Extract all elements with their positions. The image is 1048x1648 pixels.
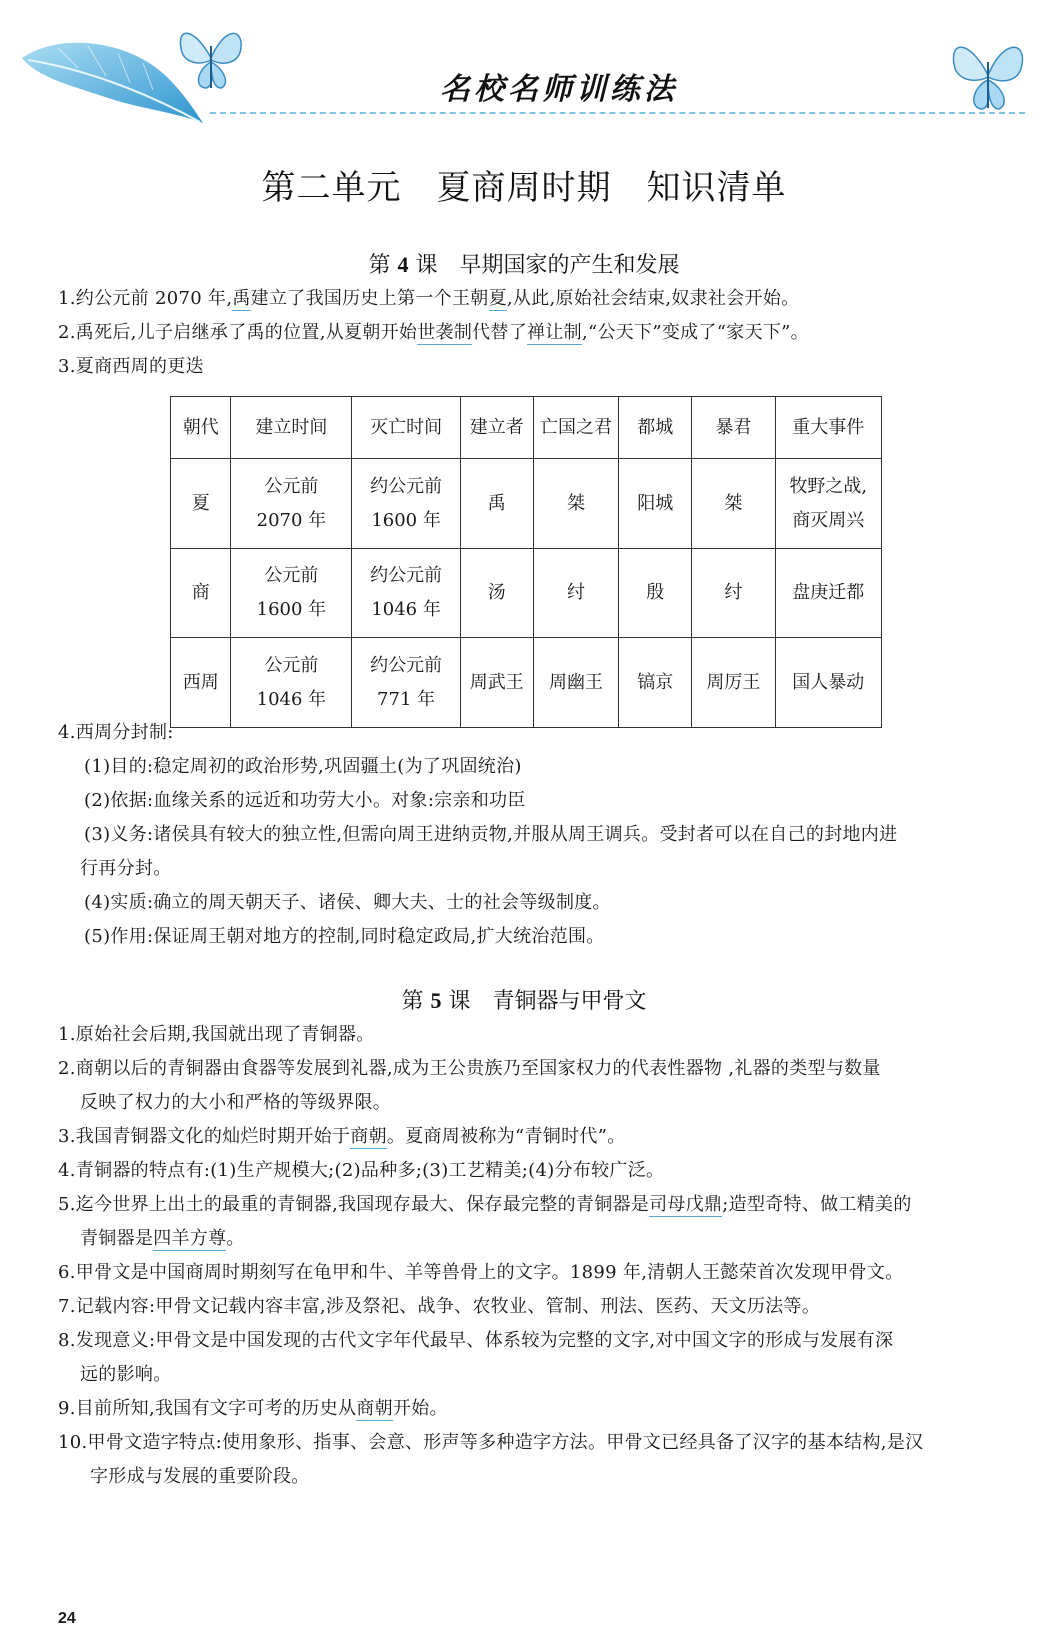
lesson-title-text: 课 早期国家的产生和发展 xyxy=(415,253,680,278)
list-item: 3.我国青铜器文化的灿烂时期开始于商朝。夏商周被称为“青铜时代”。 xyxy=(58,1126,626,1147)
dynasty-table xyxy=(170,396,882,728)
butterfly-icon xyxy=(948,30,1028,120)
table-cell: 盘庚迁都 xyxy=(775,548,881,638)
table-header: 灭亡时间 xyxy=(352,397,460,459)
list-item: 远的影响。 xyxy=(80,1364,172,1385)
answer-underline: 世袭制 xyxy=(417,322,473,343)
lesson-title-text: 课 青铜器与甲骨文 xyxy=(448,989,647,1014)
lesson-number: 5 xyxy=(430,988,442,1013)
list-item: 2.禹死后,儿子启继承了禹的位置,从夏朝开始世袭制代替了禅让制,“公天下”变成了“家天下”。 xyxy=(58,322,809,343)
list-item: 反映了权力的大小和严格的等级界限。 xyxy=(80,1092,392,1113)
list-item: 8.发现意义:甲骨文是中国发现的古代文字年代最早、体系较为完整的文字,对中国文字的形成与发展有深 xyxy=(58,1330,894,1351)
table-cell: 约公元前 1046 年 xyxy=(352,548,460,638)
table-cell: 桀 xyxy=(533,459,618,549)
lesson-title-prefix: 第 xyxy=(401,989,424,1014)
table-cell: 纣 xyxy=(692,548,775,638)
table-cell: 约公元前 771 年 xyxy=(352,638,460,728)
butterfly-icon xyxy=(175,18,247,98)
table-header: 重大事件 xyxy=(775,397,881,459)
table-cell: 禹 xyxy=(460,459,533,549)
table-cell: 牧野之战, 商灭周兴 xyxy=(775,459,881,549)
page-header xyxy=(0,0,1048,135)
table-cell: 公元前 2070 年 xyxy=(231,459,352,549)
list-item: 2.商朝以后的青铜器由食器等发展到礼器,成为王公贵族乃至国家权力的代表性器物 ,礼器的类型与数量 xyxy=(58,1058,881,1079)
table-cell: 汤 xyxy=(460,548,533,638)
list-item: 4.西周分封制: xyxy=(58,722,174,743)
list-item: 7.记载内容:甲骨文记载内容丰富,涉及祭祀、战争、农牧业、管制、刑法、医药、天文历法等。 xyxy=(58,1296,821,1317)
list-item: 1.原始社会后期,我国就出现了青铜器。 xyxy=(58,1024,375,1045)
lesson-title-prefix: 第 xyxy=(368,253,391,278)
table-cell: 纣 xyxy=(533,548,618,638)
table-header: 亡国之君 xyxy=(533,397,618,459)
list-item: (5)作用:保证周王朝对地方的控制,同时稳定政局,扩大统治范围。 xyxy=(84,926,605,947)
list-item: (3)义务:诸侯具有较大的独立性,但需向周王进纳贡物,并服从周王调兵。受封者可以在自己的封地内进 xyxy=(84,824,898,845)
table-cell: 国人暴动 xyxy=(775,638,881,728)
list-item: 4.青铜器的特点有:(1)生产规模大;(2)品种多;(3)工艺精美;(4)分布较广泛。 xyxy=(58,1160,665,1181)
list-item: 1.约公元前 2070 年,禹建立了我国历史上第一个王朝夏,从此,原始社会结束,奴隶社会开始。 xyxy=(58,288,800,309)
lesson-4-title xyxy=(0,248,1048,279)
lesson-number: 4 xyxy=(397,252,409,277)
table-cell: 公元前 1600 年 xyxy=(231,548,352,638)
list-item: (4)实质:确立的周天朝天子、诸侯、卿大夫、士的社会等级制度。 xyxy=(84,892,611,913)
series-title: 名校名师训练法 xyxy=(440,72,678,107)
table-cell: 夏 xyxy=(171,459,231,549)
list-item: 9.目前所知,我国有文字可考的历史从商朝开始。 xyxy=(58,1398,448,1419)
list-item: 行再分封。 xyxy=(80,858,172,879)
table-cell: 西周 xyxy=(171,638,231,728)
list-item: 5.迄今世界上出土的最重的青铜器,我国现存最大、保存最完整的青铜器是司母戊鼎;造型奇特、做工精美的 xyxy=(58,1194,912,1215)
answer-underline: 四羊方尊 xyxy=(153,1228,227,1249)
table-cell: 桀 xyxy=(692,459,775,549)
table-row xyxy=(171,638,882,728)
table-row xyxy=(171,548,882,638)
list-item: 青铜器是四羊方尊。 xyxy=(80,1228,245,1249)
table-cell: 周幽王 xyxy=(533,638,618,728)
table-cell: 镐京 xyxy=(619,638,692,728)
list-item: 10.甲骨文造字特点:使用象形、指事、会意、形声等多种造字方法。甲骨文已经具备了汉字的基本结构,是汉 xyxy=(58,1432,924,1453)
answer-underline: 夏 xyxy=(488,288,507,309)
table-header: 建立者 xyxy=(460,397,533,459)
table-cell: 公元前 1046 年 xyxy=(231,638,352,728)
table-header: 暴君 xyxy=(692,397,775,459)
table-cell: 商 xyxy=(171,548,231,638)
table-cell: 周武王 xyxy=(460,638,533,728)
unit-title: 第二单元 夏商周时期 知识清单 xyxy=(261,168,787,208)
answer-underline: 商朝 xyxy=(356,1398,393,1419)
table-header: 建立时间 xyxy=(231,397,352,459)
table-row xyxy=(171,459,882,549)
table-cell: 约公元前 1600 年 xyxy=(352,459,460,549)
table-header: 朝代 xyxy=(171,397,231,459)
table-cell: 殷 xyxy=(619,548,692,638)
list-item: 字形成与发展的重要阶段。 xyxy=(90,1466,310,1487)
page-number: 24 xyxy=(58,1610,76,1627)
answer-underline: 禹 xyxy=(232,288,251,309)
list-item: 6.甲骨文是中国商周时期刻写在龟甲和牛、羊等兽骨上的文字。1899 年,清朝人王懿荣首次发现甲骨文。 xyxy=(58,1262,904,1283)
table-header: 都城 xyxy=(619,397,692,459)
table-cell: 周厉王 xyxy=(692,638,775,728)
answer-underline: 商朝 xyxy=(350,1126,387,1147)
header-divider xyxy=(210,112,1025,114)
list-item: (1)目的:稳定周初的政治形势,巩固疆土(为了巩固统治) xyxy=(84,756,522,777)
list-item: (2)依据:血缘关系的远近和功劳大小。对象:宗亲和功臣 xyxy=(84,790,526,811)
list-item: 3.夏商西周的更迭 xyxy=(58,356,204,377)
answer-underline: 司母戊鼎 xyxy=(649,1194,723,1215)
answer-underline: 禅让制 xyxy=(527,322,582,343)
lesson-5-title xyxy=(0,984,1048,1015)
table-header-row xyxy=(171,397,882,459)
table-cell: 阳城 xyxy=(619,459,692,549)
